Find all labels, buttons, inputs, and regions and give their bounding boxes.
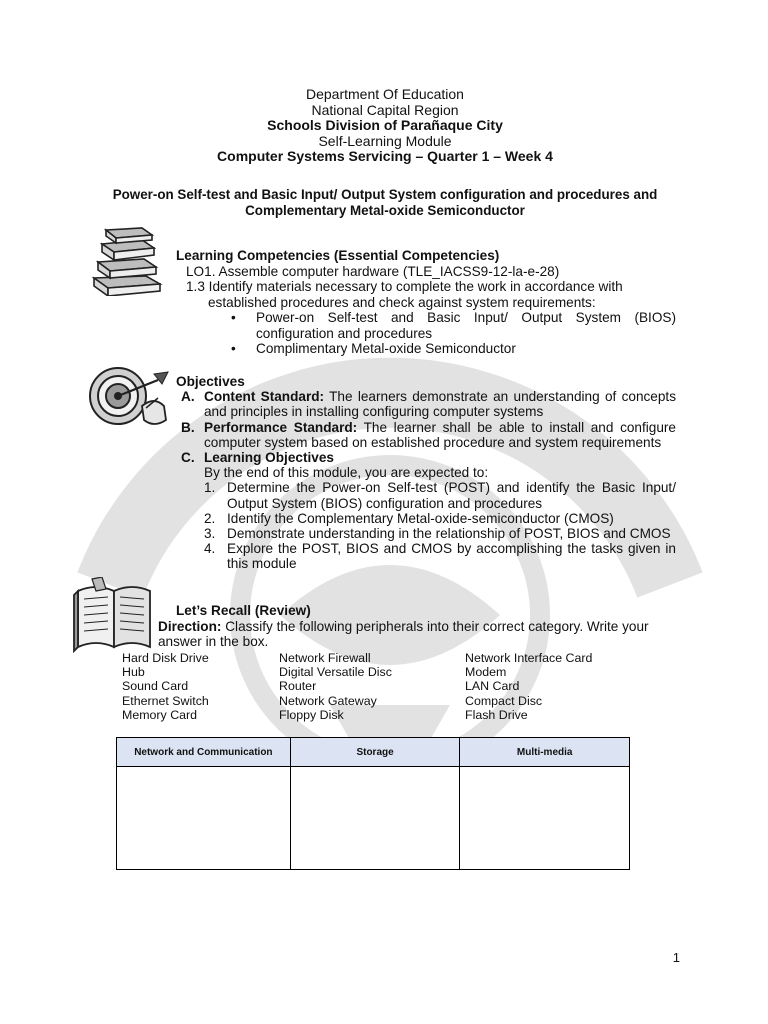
objective-list-text: Identify the Complementary Metal-oxide-semiconductor (CMOS) [227,510,614,526]
direction-label: Direction: [158,618,222,634]
header-line-division: Schools Division of Parañaque City [267,117,503,133]
answer-table-row [117,767,630,870]
recall-direction [158,619,676,650]
objective-list-item [176,541,676,571]
competency-bullet: • Power-on Self-test and Basic Input/ Output System (BIOS) configuration and procedures [256,310,676,341]
objective-content-standard [176,389,676,419]
answer-table-header-multimedia: Multi-media [460,738,630,767]
objective-number: 4. [204,541,216,557]
objective-label: C. [181,450,195,466]
peripheral-item: Router [279,679,317,694]
peripheral-item: Flash Drive [465,707,528,722]
competencies-title: Learning Competencies (Essential Competencies) [176,248,500,263]
objective-heading: Learning Objectives [204,450,334,466]
peripherals-column-3 [465,651,592,722]
objective-label: A. [181,389,195,405]
peripheral-item: LAN Card [465,679,520,694]
objectives-title: Objectives [176,374,245,389]
peripheral-item: Memory Card [122,707,198,722]
answer-table-header-row [117,738,630,767]
objective-text: The learner shall be able to install and configure computer system based on established procedure and system requirements [204,419,676,450]
competency-bullet: • Complimentary Metal-oxide Semiconductor [256,341,676,357]
objective-number: 3. [204,526,216,542]
competency-item-1-3 [176,279,676,310]
peripheral-item: Floppy Disk [279,707,344,722]
objective-number: 2. [204,510,216,526]
objective-list-text: Determine the Power-on Self-test (POST) and identify the Basic Input/ Output System (BIOS) configuration and procedures [227,480,676,511]
subject-title-line-1: Power-on Self-test and Basic Input/ Output System configuration and procedures and [112,187,658,202]
competency-item-1-3-line-1: 1.3 Identify materials necessary to complete the work in accordance with [186,279,623,294]
peripheral-item: Network Interface Card [465,651,593,665]
peripheral-item: Modem [465,665,507,680]
objective-list-text: Demonstrate understanding in the relationship of POST, BIOS and CMOS [227,526,671,542]
lets-recall-section [158,603,676,650]
peripherals-column-2 [279,651,392,722]
competency-lo1: LO1. Assemble computer hardware (TLE_IACSS9-12-la-e-28) [186,263,560,279]
peripheral-item: Network Firewall [279,651,371,665]
answer-cell-network[interactable] [117,767,291,870]
target-dart-icon [88,362,172,430]
direction-text: Classify the following peripherals into their correct category. Write your answer in the box. [158,618,649,649]
answer-cell-storage[interactable] [290,767,460,870]
objective-number: 1. [204,480,216,496]
learning-competencies [176,248,676,357]
peripheral-item: Network Gateway [279,693,377,708]
objective-heading: Content Standard: [204,389,325,405]
header-line-module: Self-Learning Module [318,132,452,149]
objective-learning-objectives [176,450,676,465]
objectives-section [176,374,676,572]
objective-heading: Performance Standard: [204,419,358,435]
subject-title [80,187,690,218]
peripheral-item: Sound Card [122,679,189,694]
document-header [0,87,768,165]
peripheral-item: Compact Disc [465,693,543,708]
open-book-icon [72,577,158,653]
books-icon [86,226,168,296]
recall-title: Let’s Recall (Review) [176,603,311,618]
page-number: 1 [672,950,680,965]
objective-text: The learners demonstrate an understanding of concepts and principles in installing configuring computer systems [204,389,676,420]
answer-cell-multimedia[interactable] [460,767,630,870]
answer-table [116,737,630,870]
peripheral-item: Digital Versatile Disc [279,665,392,680]
peripheral-item: Hard Disk Drive [122,651,209,665]
answer-table-header-storage: Storage [290,738,460,767]
objectives-intro: By the end of this module, you are expected to: [204,465,489,481]
objective-list-item [176,480,676,510]
header-line-region: National Capital Region [311,101,459,118]
header-line-department: Department Of Education [306,86,464,102]
competency-bullets [176,310,676,357]
objective-performance-standard [176,420,676,450]
competency-item-1-3-line-2: established procedures and check against system requirements: [208,294,596,310]
answer-table-header-network: Network and Communication [117,738,291,767]
objective-label: B. [181,419,195,435]
subject-title-line-2: Complementary Metal-oxide Semiconductor [245,202,525,218]
peripherals-column-1 [122,651,209,722]
objective-list-item [176,526,676,541]
peripheral-item: Ethernet Switch [122,693,209,708]
header-line-course: Computer Systems Servicing – Quarter 1 – Week 4 [217,148,553,164]
objective-list-text: Explore the POST, BIOS and CMOS by accomplishing the tasks given in this module [227,541,676,572]
objective-list-item [176,511,676,526]
peripheral-item: Hub [122,665,145,680]
